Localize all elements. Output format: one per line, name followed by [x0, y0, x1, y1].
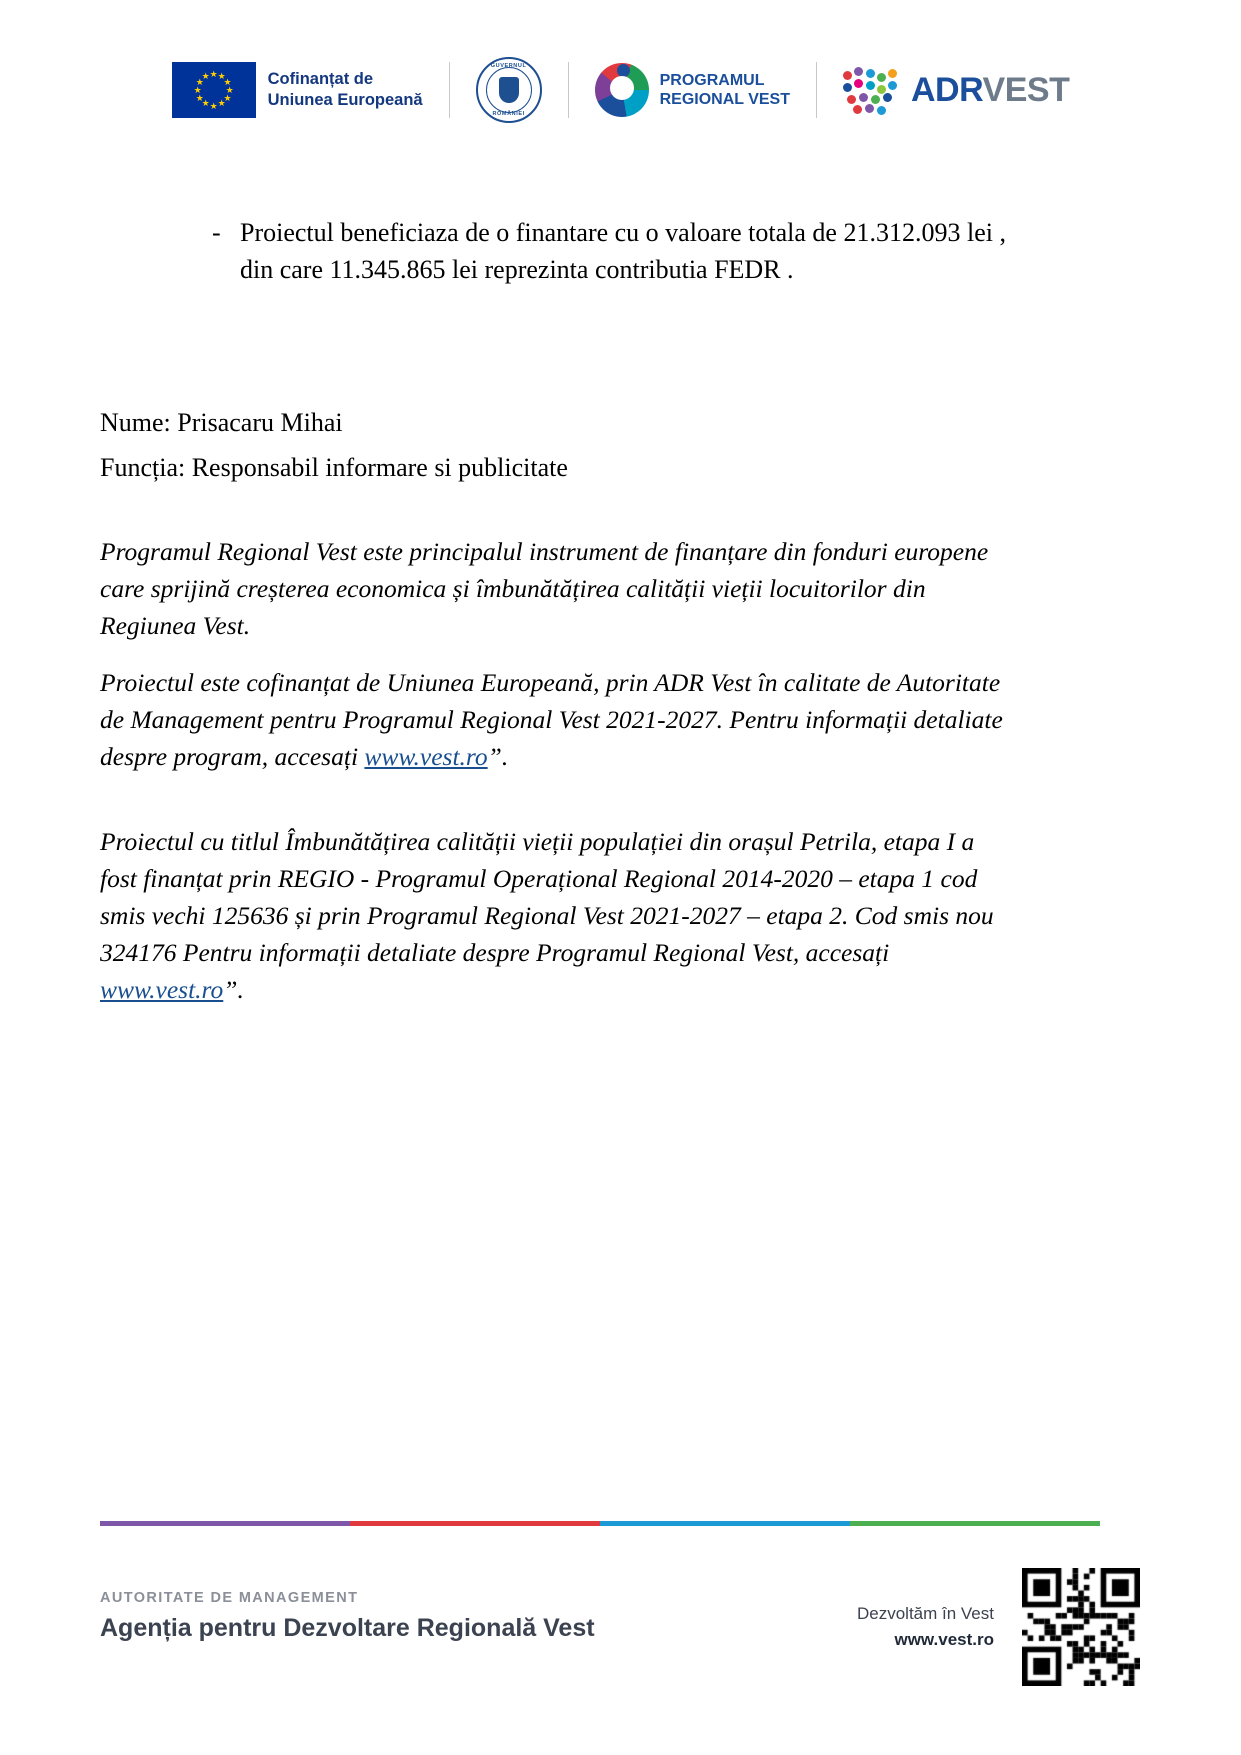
eu-star-icon: ★ [223, 76, 232, 87]
footer-rule-segment [850, 1521, 1100, 1526]
eu-cofinancing-logo [146, 54, 449, 126]
project-text-before-link: Proiectul cu titlul Îmbunătățirea calității vieții populației din orașul Petrila, etapa I a fost finanțat prin REGIO - Programul Operațional Regional 2014-2020 – etapa 1 cod smis vechi 125636 și prin Programul Regional Vest 2021-2027 – etapa 2. Cod smis nou 324176 Pentru informații detaliate despre Programul Regional Vest, accesați [100, 827, 994, 967]
vest-website-link-1[interactable]: www.vest.ro [364, 742, 488, 772]
cofinancing-text-after-link: ”. [487, 742, 509, 772]
qr-code-icon [1022, 1568, 1140, 1686]
adr-vest-logo [817, 54, 1095, 126]
prv-swirl-icon [595, 63, 649, 117]
adr-dot-icon [866, 81, 875, 90]
adr-dot-icon [866, 69, 875, 78]
adr-dot-icon [883, 93, 892, 102]
government-seal-icon [476, 57, 542, 123]
project-text-after-link: ”. [223, 974, 244, 1004]
footer-authority-name: Agenția pentru Dezvoltare Regională Vest [100, 1614, 595, 1642]
eu-star-icon: ★ [225, 84, 234, 95]
bullet-text: Proiectul beneficiaza de o finantare cu o valoare totala de 21.312.093 lei , din care 11.345.865 lei reprezinta contributia FEDR . [240, 218, 1006, 284]
eu-star-icon: ★ [195, 76, 204, 87]
cofinancing-paragraph [100, 665, 1010, 776]
bullet-marker: - [212, 218, 221, 247]
adr-dot-icon [859, 93, 868, 102]
adr-dot-icon [888, 81, 897, 90]
eu-star-icon: ★ [223, 92, 232, 103]
adr-dot-icon [877, 73, 886, 82]
adr-dot-icon [865, 104, 874, 113]
footer-right-block [857, 1568, 1140, 1686]
eu-logo-text: Cofinanțat de Uniunea Europeană [267, 70, 423, 109]
footer-rule-segment [100, 1521, 350, 1526]
romanian-government-seal [450, 54, 568, 126]
footer-authority-block [100, 1590, 595, 1643]
eu-star-icon: ★ [217, 98, 226, 109]
footer-color-rule [100, 1521, 1100, 1526]
adr-dot-icon [853, 105, 862, 114]
project-title-paragraph [100, 824, 1010, 1009]
eu-star-icon: ★ [195, 92, 204, 103]
signature-function: Funcția: Responsabil informare si publicitate [100, 452, 568, 482]
logo-header-bar [0, 50, 1241, 130]
eu-star-icon: ★ [193, 84, 202, 95]
qr-canvas [1022, 1568, 1140, 1686]
adr-dot-icon [843, 83, 852, 92]
footer-website: www.vest.ro [894, 1630, 994, 1649]
adr-dot-icon [888, 69, 897, 78]
adr-dot-icon [847, 95, 856, 104]
adr-dot-icon [877, 106, 886, 115]
eu-star-icon: ★ [201, 70, 210, 81]
seal-bottom-text: ROMÂNIEI [492, 111, 525, 117]
cofinancing-text-before-link: Proiectul este cofinanțat de Uniunea Europeană, prin ADR Vest în calitate de Autoritate de Management pentru Programul Regional Vest 2021-2027. Pentru informații detaliate despre program, accesați [100, 668, 1003, 772]
footer [100, 1590, 1140, 1686]
seal-crest-icon [499, 77, 519, 103]
signature-name: Nume: Prisacaru Mihai [100, 407, 343, 437]
vest-website-link-2[interactable]: www.vest.ro [100, 974, 224, 1004]
seal-top-text: GUVERNUL [490, 63, 527, 69]
footer-rule-segment [350, 1521, 600, 1526]
adr-dot-icon [843, 71, 852, 80]
adr-dot-icon [854, 67, 863, 76]
adr-dot-icon [871, 95, 880, 104]
eu-flag-icon [172, 62, 256, 118]
footer-rule-segment [600, 1521, 850, 1526]
eu-star-icon: ★ [201, 98, 210, 109]
eu-star-icon: ★ [209, 68, 218, 79]
eu-star-icon: ★ [209, 100, 218, 111]
prv-logo-text: PROGRAMUL REGIONAL VEST [659, 71, 790, 108]
eu-star-icon: ★ [217, 70, 226, 81]
adr-logo-text: ADRVEST [911, 71, 1070, 109]
adr-dot-icon [854, 79, 863, 88]
document-body [100, 215, 1120, 1009]
programul-regional-vest-logo [569, 54, 816, 126]
footer-tagline-block [857, 1604, 994, 1650]
footer-tagline: Dezvoltăm în Vest [856, 1604, 994, 1623]
footer-authority-label: AUTORITATE DE MANAGEMENT [100, 1590, 359, 1606]
funding-bullet [212, 215, 1012, 289]
signature-block [100, 401, 1120, 490]
adr-dots-icon [843, 67, 899, 113]
seal-inner-ring [486, 67, 532, 113]
program-description-paragraph: Programul Regional Vest este principalul instrument de finanțare din fonduri europene care sprijină creșterea economica și îmbunătățirea calității vieții locuitorilor din Regiunea Vest. [100, 537, 989, 641]
